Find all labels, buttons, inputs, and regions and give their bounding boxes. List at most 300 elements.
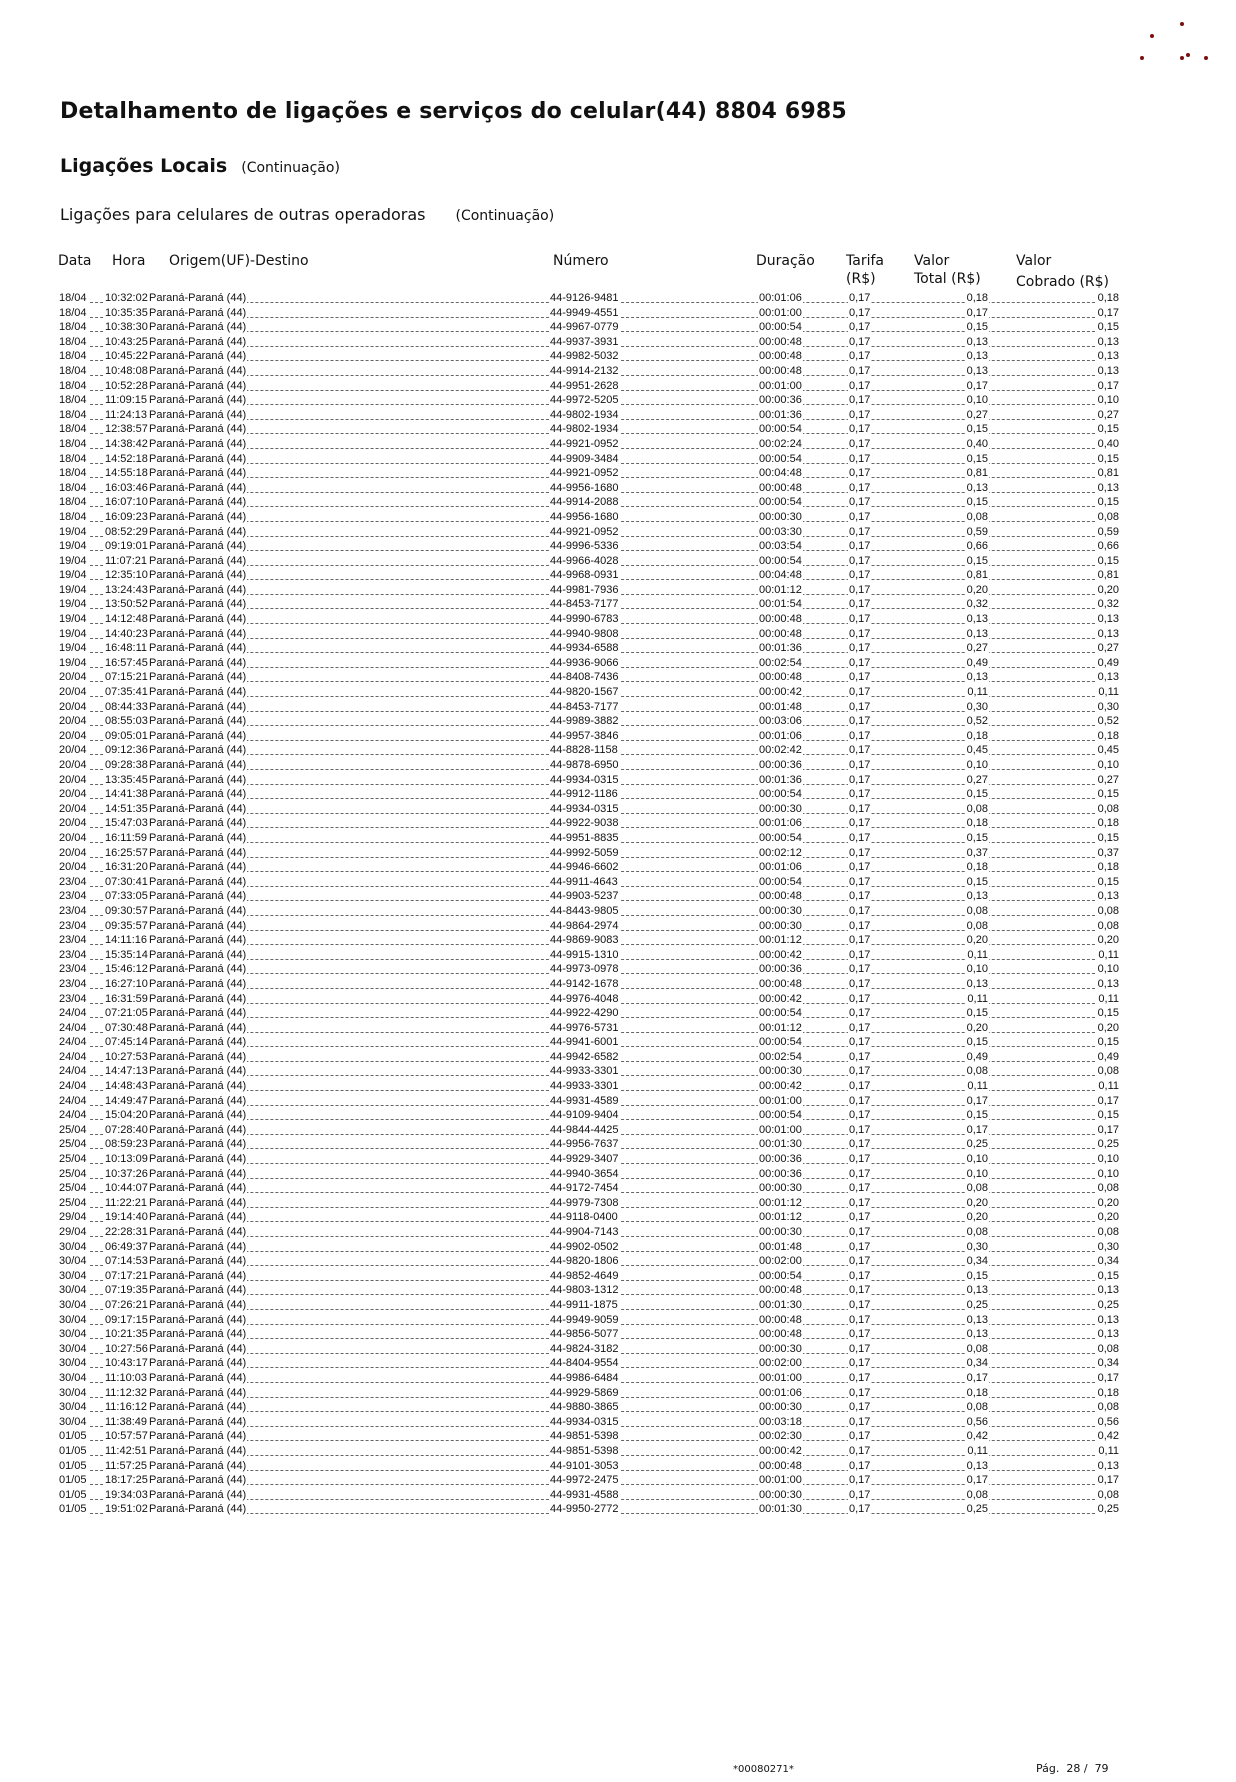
header-numero: Número [553, 253, 609, 269]
cell-rate: 0,17 [849, 569, 871, 582]
table-row [0, 1298, 1236, 1313]
cell-date: 20/04 [59, 700, 87, 713]
cell-phone-number: 44-9934-0315 [550, 1415, 619, 1428]
cell-rate: 0,17 [849, 861, 871, 874]
cell-date: 18/04 [59, 379, 87, 392]
cell-duration: 00:00:48 [759, 481, 802, 494]
cell-total-value: 0,13 [966, 890, 988, 903]
cell-total-value: 0,18 [966, 817, 988, 830]
cell-origin-destination: Paraná-Paraná (44) [149, 715, 247, 728]
table-row [0, 831, 1236, 846]
cell-time: 07:21:05 [105, 1007, 148, 1020]
table-row [0, 787, 1236, 802]
cell-rate: 0,17 [849, 627, 871, 640]
cell-origin-destination: Paraná-Paraná (44) [149, 1328, 247, 1341]
table-row [0, 919, 1236, 934]
cell-charged-value: 0,20 [1097, 1196, 1119, 1209]
table-row [0, 933, 1236, 948]
cell-origin-destination: Paraná-Paraná (44) [149, 1080, 247, 1093]
cell-duration: 00:00:30 [759, 510, 802, 523]
header-valor-cobrado-unit: Cobrado (R$) [1016, 274, 1110, 290]
cell-duration: 00:01:12 [759, 1196, 802, 1209]
cell-duration: 00:01:06 [759, 729, 802, 742]
table-row [0, 1254, 1236, 1269]
cell-total-value: 0,20 [966, 934, 988, 947]
cell-date: 01/05 [59, 1459, 87, 1472]
cell-duration: 00:00:36 [759, 1167, 802, 1180]
cell-origin-destination: Paraná-Paraná (44) [149, 437, 247, 450]
cell-rate: 0,17 [849, 1298, 871, 1311]
cell-charged-value: 0,08 [1097, 1182, 1119, 1195]
cell-charged-value: 0,11 [1098, 686, 1119, 699]
cell-rate: 0,17 [849, 1065, 871, 1078]
cell-time: 13:35:45 [105, 773, 148, 786]
cell-phone-number: 44-9942-6582 [550, 1050, 619, 1063]
cell-duration: 00:00:42 [759, 992, 802, 1005]
cell-time: 07:28:40 [105, 1123, 148, 1136]
cell-total-value: 0,13 [966, 613, 988, 626]
cell-rate: 0,17 [849, 510, 871, 523]
cell-rate: 0,17 [849, 1080, 871, 1093]
cell-origin-destination: Paraná-Paraná (44) [149, 510, 247, 523]
cell-total-value: 0,11 [967, 1080, 988, 1093]
cell-date: 20/04 [59, 831, 87, 844]
cell-duration: 00:01:06 [759, 1386, 802, 1399]
cell-duration: 00:03:30 [759, 525, 802, 538]
cell-charged-value: 0,13 [1097, 1328, 1119, 1341]
cell-phone-number: 44-9922-4290 [550, 1007, 619, 1020]
table-row [0, 846, 1236, 861]
cell-time: 10:57:57 [105, 1430, 148, 1443]
cell-charged-value: 0,11 [1098, 1080, 1119, 1093]
table-row [0, 948, 1236, 963]
cell-phone-number: 44-9972-2475 [550, 1474, 619, 1487]
cell-phone-number: 44-9968-0931 [550, 569, 619, 582]
cell-phone-number: 44-9956-1680 [550, 510, 619, 523]
cell-duration: 00:01:30 [759, 1503, 802, 1516]
cell-date: 01/05 [59, 1488, 87, 1501]
cell-rate: 0,17 [849, 525, 871, 538]
cell-rate: 0,17 [849, 1488, 871, 1501]
page-current: 28 / [1066, 1762, 1088, 1775]
cell-total-value: 0,11 [967, 948, 988, 961]
cell-origin-destination: Paraná-Paraná (44) [149, 890, 247, 903]
cell-date: 24/04 [59, 1050, 87, 1063]
cell-total-value: 0,66 [966, 540, 988, 553]
cell-phone-number: 44-9921-0952 [550, 437, 619, 450]
cell-phone-number: 44-9957-3846 [550, 729, 619, 742]
table-row [0, 335, 1236, 350]
cell-rate: 0,17 [849, 598, 871, 611]
cell-phone-number: 44-9922-9038 [550, 817, 619, 830]
cell-date: 25/04 [59, 1182, 87, 1195]
cell-charged-value: 0,15 [1097, 1269, 1119, 1282]
cell-charged-value: 0,66 [1097, 540, 1119, 553]
page-total: 79 [1094, 1762, 1109, 1775]
cell-origin-destination: Paraná-Paraná (44) [149, 686, 247, 699]
cell-origin-destination: Paraná-Paraná (44) [149, 423, 247, 436]
cell-charged-value: 0,17 [1097, 1094, 1119, 1107]
cell-total-value: 0,20 [966, 1021, 988, 1034]
cell-total-value: 0,08 [966, 904, 988, 917]
cell-total-value: 0,08 [966, 1226, 988, 1238]
cell-origin-destination: Paraná-Paraná (44) [149, 335, 247, 348]
cell-phone-number: 44-9982-5032 [550, 350, 619, 363]
cell-rate: 0,17 [849, 700, 871, 713]
cell-origin-destination: Paraná-Paraná (44) [149, 1226, 247, 1238]
cell-phone-number: 44-9911-4643 [550, 875, 618, 888]
cell-time: 14:47:13 [105, 1065, 148, 1078]
cell-rate: 0,17 [849, 1371, 871, 1384]
cell-phone-number: 44-9949-4551 [550, 306, 619, 319]
cell-origin-destination: Paraná-Paraná (44) [149, 1167, 247, 1180]
cell-origin-destination: Paraná-Paraná (44) [149, 379, 247, 392]
cell-duration: 00:01:48 [759, 700, 802, 713]
cell-origin-destination: Paraná-Paraná (44) [149, 452, 247, 465]
cell-duration: 00:00:36 [759, 759, 802, 771]
cell-date: 23/04 [59, 934, 87, 947]
cell-time: 07:19:35 [105, 1284, 148, 1297]
cell-rate: 0,17 [849, 1138, 871, 1151]
cell-charged-value: 0,42 [1097, 1430, 1119, 1443]
cell-charged-value: 0,08 [1097, 1401, 1119, 1414]
cell-charged-value: 0,30 [1097, 1240, 1119, 1253]
cell-date: 18/04 [59, 481, 87, 494]
cell-date: 30/04 [59, 1342, 87, 1355]
cell-rate: 0,17 [849, 1444, 871, 1457]
cell-rate: 0,17 [849, 642, 871, 655]
cell-duration: 00:00:54 [759, 1036, 802, 1049]
cell-duration: 00:00:54 [759, 875, 802, 888]
cell-total-value: 0,15 [966, 788, 988, 801]
table-row [0, 685, 1236, 700]
cell-total-value: 0,52 [966, 715, 988, 728]
cell-time: 10:35:35 [105, 306, 148, 319]
cell-duration: 00:01:12 [759, 934, 802, 947]
cell-time: 14:41:38 [105, 788, 148, 801]
cell-charged-value: 0,27 [1097, 408, 1119, 421]
cell-duration: 00:04:48 [759, 569, 802, 582]
cell-phone-number: 44-9118-0400 [550, 1211, 618, 1224]
cell-total-value: 0,10 [966, 759, 988, 771]
cell-origin-destination: Paraná-Paraná (44) [149, 1444, 247, 1457]
cell-total-value: 0,13 [966, 1313, 988, 1326]
cell-time: 14:12:48 [105, 613, 148, 626]
cell-origin-destination: Paraná-Paraná (44) [149, 1255, 247, 1268]
cell-time: 13:50:52 [105, 598, 148, 611]
cell-rate: 0,17 [849, 1284, 871, 1297]
cell-rate: 0,17 [849, 1357, 871, 1370]
cell-rate: 0,17 [849, 1240, 871, 1253]
cell-duration: 00:00:54 [759, 452, 802, 465]
cell-date: 30/04 [59, 1284, 87, 1297]
cell-time: 10:27:56 [105, 1342, 148, 1355]
cell-date: 18/04 [59, 437, 87, 450]
cell-rate: 0,17 [849, 686, 871, 699]
cell-rate: 0,17 [849, 1094, 871, 1107]
cell-rate: 0,17 [849, 437, 871, 450]
cell-date: 19/04 [59, 598, 87, 611]
cell-total-value: 0,25 [966, 1298, 988, 1311]
cell-duration: 00:02:30 [759, 1430, 802, 1443]
table-row [0, 1327, 1236, 1342]
cell-phone-number: 44-9940-9808 [550, 627, 619, 640]
cell-origin-destination: Paraná-Paraná (44) [149, 364, 247, 377]
cell-duration: 00:00:30 [759, 1226, 802, 1238]
table-row [0, 656, 1236, 671]
cell-phone-number: 44-9869-9083 [550, 934, 619, 947]
table-row [0, 481, 1236, 496]
cell-duration: 00:00:54 [759, 554, 802, 567]
cell-rate: 0,17 [849, 977, 871, 990]
cell-date: 18/04 [59, 364, 87, 377]
cell-rate: 0,17 [849, 1182, 871, 1195]
cell-origin-destination: Paraná-Paraná (44) [149, 1211, 247, 1224]
cell-time: 19:14:40 [105, 1211, 148, 1224]
cell-time: 06:49:37 [105, 1240, 148, 1253]
cell-duration: 00:01:00 [759, 1094, 802, 1107]
table-row [0, 773, 1236, 788]
cell-total-value: 0,08 [966, 510, 988, 523]
table-row [0, 700, 1236, 715]
cell-phone-number: 44-9864-2974 [550, 919, 619, 932]
cell-charged-value: 0,15 [1097, 554, 1119, 567]
table-row [0, 349, 1236, 364]
cell-date: 25/04 [59, 1167, 87, 1180]
table-row [0, 641, 1236, 656]
cell-charged-value: 0,34 [1097, 1357, 1119, 1370]
table-row [0, 1006, 1236, 1021]
cell-charged-value: 0,20 [1097, 583, 1119, 596]
cell-charged-value: 0,08 [1097, 1065, 1119, 1078]
cell-rate: 0,17 [849, 423, 871, 436]
cell-origin-destination: Paraná-Paraná (44) [149, 963, 247, 976]
cell-date: 20/04 [59, 861, 87, 874]
cell-date: 20/04 [59, 788, 87, 801]
cell-time: 07:17:21 [105, 1269, 148, 1282]
cell-charged-value: 0,15 [1097, 321, 1119, 334]
cell-time: 07:33:05 [105, 890, 148, 903]
cell-date: 19/04 [59, 554, 87, 567]
cell-date: 23/04 [59, 963, 87, 976]
cell-origin-destination: Paraná-Paraná (44) [149, 948, 247, 961]
cell-phone-number: 44-9921-0952 [550, 467, 619, 480]
cell-phone-number: 44-9951-8835 [550, 831, 619, 844]
cell-time: 11:09:15 [105, 394, 148, 407]
cell-rate: 0,17 [849, 744, 871, 757]
table-row [0, 889, 1236, 904]
cell-duration: 00:00:30 [759, 1065, 802, 1078]
cell-phone-number: 44-9933-3301 [550, 1065, 619, 1078]
cell-date: 20/04 [59, 759, 87, 771]
cell-origin-destination: Paraná-Paraná (44) [149, 788, 247, 801]
cell-charged-value: 0,15 [1097, 423, 1119, 436]
cell-time: 09:28:38 [105, 759, 148, 771]
cell-date: 20/04 [59, 802, 87, 815]
cell-total-value: 0,81 [966, 569, 988, 582]
cell-duration: 00:01:06 [759, 861, 802, 874]
cell-time: 09:17:15 [105, 1313, 148, 1326]
table-row [0, 758, 1236, 773]
table-row [0, 1386, 1236, 1401]
cell-total-value: 0,13 [966, 1459, 988, 1472]
table-row [0, 437, 1236, 452]
cell-duration: 00:01:00 [759, 379, 802, 392]
cell-date: 18/04 [59, 306, 87, 319]
cell-origin-destination: Paraná-Paraná (44) [149, 481, 247, 494]
cell-charged-value: 0,13 [1097, 364, 1119, 377]
cell-date: 18/04 [59, 350, 87, 363]
table-row [0, 1108, 1236, 1123]
cell-total-value: 0,15 [966, 423, 988, 436]
cell-date: 19/04 [59, 569, 87, 582]
cell-phone-number: 44-9802-1934 [550, 423, 619, 436]
cell-duration: 00:04:48 [759, 467, 802, 480]
cell-total-value: 0,10 [966, 1167, 988, 1180]
cell-charged-value: 0,59 [1097, 525, 1119, 538]
cell-time: 12:35:10 [105, 569, 148, 582]
cell-total-value: 0,08 [966, 1401, 988, 1414]
cell-origin-destination: Paraná-Paraná (44) [149, 1153, 247, 1166]
cell-phone-number: 44-8443-9805 [550, 904, 619, 917]
cell-charged-value: 0,27 [1097, 773, 1119, 786]
cell-rate: 0,17 [849, 788, 871, 801]
cell-phone-number: 44-9929-5869 [550, 1386, 619, 1399]
cell-date: 19/04 [59, 642, 87, 655]
cell-phone-number: 44-9101-3053 [550, 1459, 619, 1472]
cell-charged-value: 0,17 [1097, 1123, 1119, 1136]
cell-date: 18/04 [59, 292, 87, 304]
cell-date: 30/04 [59, 1255, 87, 1268]
cell-total-value: 0,20 [966, 1196, 988, 1209]
cell-rate: 0,17 [849, 394, 871, 407]
table-row [0, 1152, 1236, 1167]
cell-time: 07:30:41 [105, 875, 148, 888]
cell-origin-destination: Paraná-Paraná (44) [149, 1488, 247, 1501]
cell-charged-value: 0,40 [1097, 437, 1119, 450]
cell-phone-number: 44-8453-7177 [550, 700, 619, 713]
cell-total-value: 0,18 [966, 729, 988, 742]
cell-charged-value: 0,81 [1097, 569, 1119, 582]
cell-duration: 00:00:30 [759, 919, 802, 932]
cell-date: 30/04 [59, 1401, 87, 1414]
cell-rate: 0,17 [849, 1459, 871, 1472]
cell-origin-destination: Paraná-Paraná (44) [149, 540, 247, 553]
cell-phone-number: 44-9902-0502 [550, 1240, 619, 1253]
cell-rate: 0,17 [849, 1386, 871, 1399]
cell-time: 16:25:57 [105, 846, 148, 859]
cell-rate: 0,17 [849, 948, 871, 961]
cell-origin-destination: Paraná-Paraná (44) [149, 656, 247, 669]
cell-rate: 0,17 [849, 1226, 871, 1238]
cell-total-value: 0,42 [966, 1430, 988, 1443]
table-row [0, 743, 1236, 758]
cell-date: 24/04 [59, 1065, 87, 1078]
cell-phone-number: 44-9972-5205 [550, 394, 619, 407]
cell-phone-number: 44-8404-9554 [550, 1357, 619, 1370]
cell-rate: 0,17 [849, 992, 871, 1005]
cell-phone-number: 44-9911-1875 [550, 1298, 618, 1311]
cell-total-value: 0,13 [966, 671, 988, 684]
cell-charged-value: 0,30 [1097, 700, 1119, 713]
cell-total-value: 0,18 [966, 292, 988, 304]
cell-origin-destination: Paraná-Paraná (44) [149, 1474, 247, 1487]
cell-charged-value: 0,08 [1097, 1226, 1119, 1238]
cell-rate: 0,17 [849, 364, 871, 377]
cell-charged-value: 0,17 [1097, 1371, 1119, 1384]
table-row [0, 992, 1236, 1007]
cell-date: 30/04 [59, 1386, 87, 1399]
cell-charged-value: 0,17 [1097, 306, 1119, 319]
cell-phone-number: 44-9936-9066 [550, 656, 619, 669]
cell-duration: 00:01:36 [759, 642, 802, 655]
cell-rate: 0,17 [849, 1153, 871, 1166]
header-tarifa [846, 252, 884, 288]
cell-rate: 0,17 [849, 934, 871, 947]
cell-rate: 0,17 [849, 1415, 871, 1428]
cell-phone-number: 44-9820-1806 [550, 1255, 619, 1268]
cell-phone-number: 44-9946-6602 [550, 861, 619, 874]
cell-date: 20/04 [59, 671, 87, 684]
cell-date: 24/04 [59, 1021, 87, 1034]
table-row [0, 1342, 1236, 1357]
cell-date: 19/04 [59, 656, 87, 669]
cell-time: 22:28:31 [105, 1226, 148, 1238]
cell-duration: 00:01:00 [759, 1474, 802, 1487]
cell-time: 15:47:03 [105, 817, 148, 830]
cell-total-value: 0,81 [966, 467, 988, 480]
cell-duration: 00:01:06 [759, 817, 802, 830]
cell-charged-value: 0,13 [1097, 627, 1119, 640]
table-row [0, 452, 1236, 467]
table-row [0, 627, 1236, 642]
cell-total-value: 0,59 [966, 525, 988, 538]
cell-phone-number: 44-9967-0779 [550, 321, 619, 334]
cell-charged-value: 0,32 [1097, 598, 1119, 611]
cell-phone-number: 44-9931-4589 [550, 1094, 619, 1107]
cell-time: 10:43:25 [105, 335, 148, 348]
cell-duration: 00:02:42 [759, 744, 802, 757]
cell-origin-destination: Paraná-Paraná (44) [149, 1065, 247, 1078]
cell-time: 16:48:11 [105, 642, 148, 655]
cell-origin-destination: Paraná-Paraná (44) [149, 350, 247, 363]
cell-phone-number: 44-8408-7436 [550, 671, 619, 684]
table-row [0, 1225, 1236, 1240]
cell-origin-destination: Paraná-Paraná (44) [149, 1313, 247, 1326]
cell-date: 20/04 [59, 744, 87, 757]
cell-date: 19/04 [59, 583, 87, 596]
cell-rate: 0,17 [849, 335, 871, 348]
cell-rate: 0,17 [849, 1430, 871, 1443]
cell-origin-destination: Paraná-Paraná (44) [149, 1050, 247, 1063]
cell-time: 07:14:53 [105, 1255, 148, 1268]
cell-rate: 0,17 [849, 919, 871, 932]
cell-time: 10:52:28 [105, 379, 148, 392]
cell-date: 24/04 [59, 1109, 87, 1122]
cell-phone-number: 44-9844-4425 [550, 1123, 619, 1136]
cell-origin-destination: Paraná-Paraná (44) [149, 569, 247, 582]
cell-total-value: 0,08 [966, 1065, 988, 1078]
cell-origin-destination: Paraná-Paraná (44) [149, 846, 247, 859]
cell-phone-number: 44-9933-3301 [550, 1080, 619, 1093]
cell-time: 14:49:47 [105, 1094, 148, 1107]
cell-charged-value: 0,25 [1097, 1298, 1119, 1311]
cell-origin-destination: Paraná-Paraná (44) [149, 1415, 247, 1428]
header-valor-total-label: Valor [914, 253, 950, 269]
cell-time: 10:43:17 [105, 1357, 148, 1370]
cell-origin-destination: Paraná-Paraná (44) [149, 408, 247, 421]
cell-rate: 0,17 [849, 759, 871, 771]
